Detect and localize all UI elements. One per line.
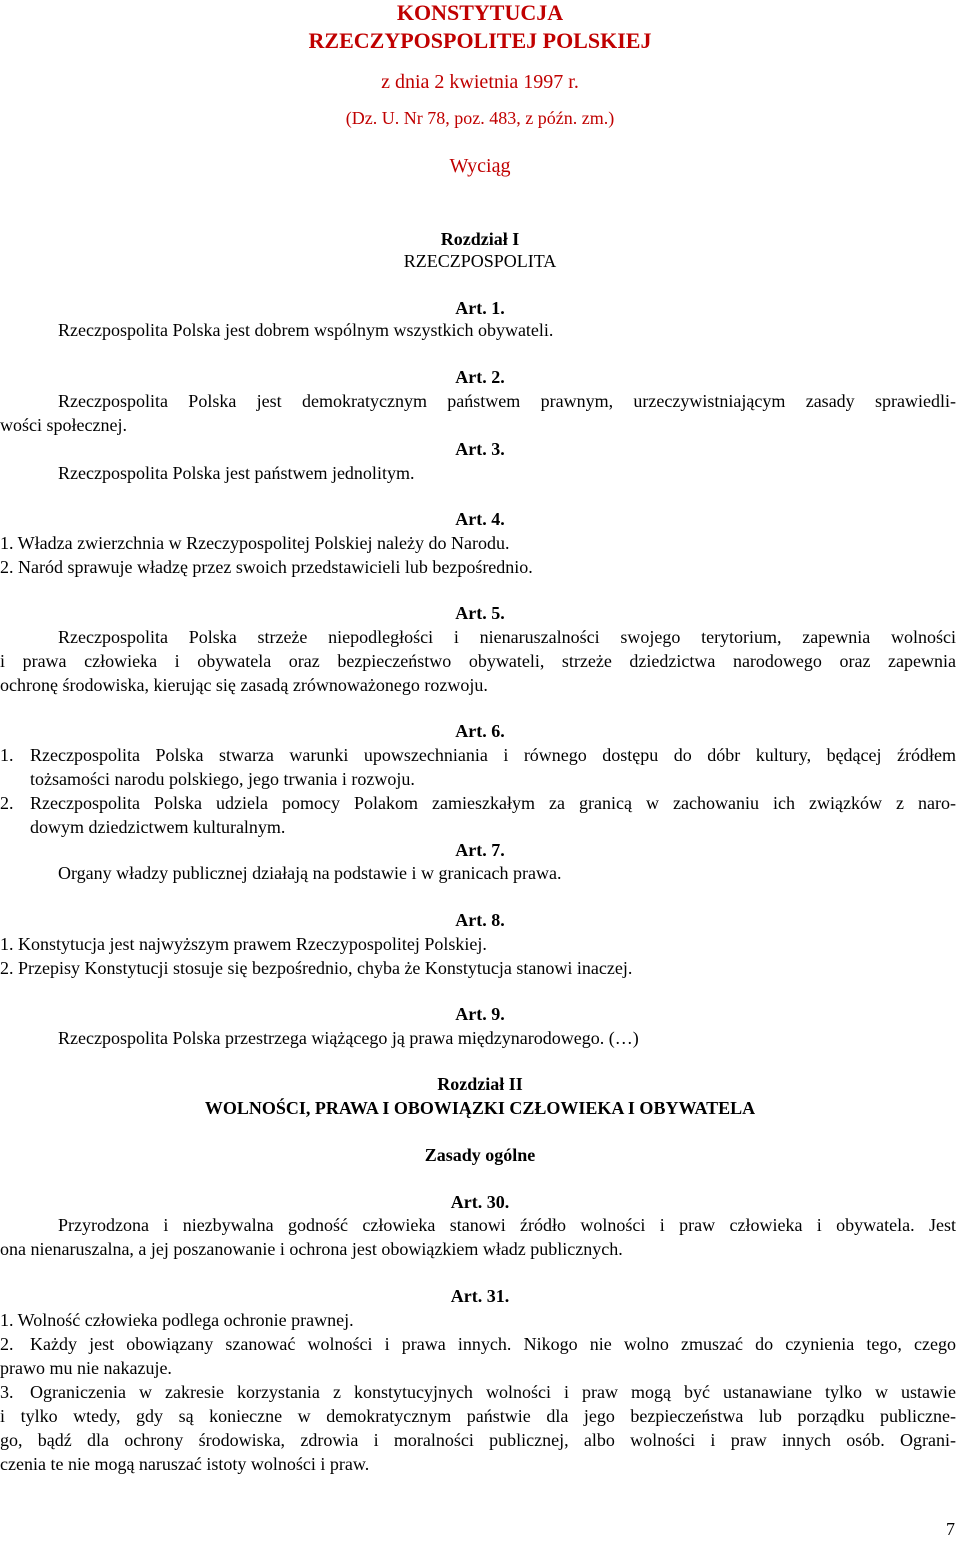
art-5-line-2: i prawa człowieka i obywatela oraz bezpieczeństwo obywateli, strzeże dziedzictwa narodowego oraz zapewnia xyxy=(0,651,956,671)
art-9-heading: Art. 9. xyxy=(455,1004,505,1024)
art-6-heading: Art. 6. xyxy=(455,721,505,741)
art-4-heading: Art. 4. xyxy=(455,509,505,529)
art-2-heading: Art. 2. xyxy=(455,367,505,387)
source-line: (Dz. U. Nr 78, poz. 483, z późn. zm.) xyxy=(345,108,615,128)
art-6-item-2-line-2: dowym dziedzictwem kulturalnym. xyxy=(30,817,286,837)
art-3-heading: Art. 3. xyxy=(455,439,505,459)
art-31-item-2-num: 2. xyxy=(0,1334,14,1354)
art-5-heading: Art. 5. xyxy=(455,603,505,623)
art-5-line-1: Rzeczpospolita Polska strzeże niepodległości i nienaruszalności swojego terytorium, zapewnia wolności xyxy=(58,627,956,647)
art-31-heading: Art. 31. xyxy=(450,1286,510,1306)
chapter-1-heading: Rozdział I xyxy=(440,229,520,249)
art-4-item-1: 1. Władza zwierzchnia w Rzeczypospolitej Polskiej należy do Narodu. xyxy=(0,533,510,553)
art-6-item-2-line-1: Rzeczpospolita Polska udziela pomocy Polakom zamieszkałym za granicą w zachowaniu ich związków z naro- xyxy=(30,793,956,813)
title-line-2: RZECZYPOSPOLITEJ POLSKIEJ xyxy=(308,28,652,53)
art-30-line-2: ona nienaruszalna, a jej poszanowanie i ochrona jest obowiązkiem władz publicznych. xyxy=(0,1239,623,1259)
art-31-item-3-num: 3. xyxy=(0,1382,14,1402)
art-31-item-3-line-4: czenia te nie mogą naruszać istoty wolności i praw. xyxy=(0,1454,370,1474)
art-5-line-3: ochronę środowiska, kierując się zasadą zrównoważonego rozwoju. xyxy=(0,675,488,695)
art-30-line-1: Przyrodzona i niezbywalna godność człowieka stanowi źródło wolności i praw człowieka i obywatela. Jest xyxy=(58,1215,956,1235)
art-31-item-3-line-2: i tylko wtedy, gdy są konieczne w demokratycznym państwie dla jego bezpieczeństwa lub porządku publiczne- xyxy=(0,1406,956,1426)
excerpt-label: Wyciąg xyxy=(449,155,511,177)
art-2-line-2: wości społecznej. xyxy=(0,415,127,435)
art-31-item-2-line-2: prawo mu nie nakazuje. xyxy=(0,1358,172,1378)
art-6-item-1-num: 1. xyxy=(0,745,14,765)
art-1-heading: Art. 1. xyxy=(455,298,505,318)
chapter-2-heading: Rozdział II xyxy=(437,1074,523,1094)
art-30-heading: Art. 30. xyxy=(450,1192,510,1212)
art-31-item-1: 1. Wolność człowieka podlega ochronie prawnej. xyxy=(0,1310,354,1330)
date-line: z dnia 2 kwietnia 1997 r. xyxy=(381,71,579,93)
art-7-text: Organy władzy publicznej działają na podstawie i w granicach prawa. xyxy=(58,863,562,883)
chapter-2-title: WOLNOŚCI, PRAWA I OBOWIĄZKI CZŁOWIEKA I OBYWATELA xyxy=(204,1098,756,1118)
art-9-text: Rzeczpospolita Polska przestrzega wiążącego ją prawa międzynarodowego. (…) xyxy=(58,1028,639,1048)
section-heading: Zasady ogólne xyxy=(424,1145,536,1165)
art-3-text: Rzeczpospolita Polska jest państwem jednolitym. xyxy=(58,463,415,483)
art-7-heading: Art. 7. xyxy=(455,840,505,860)
art-31-item-3-line-1: Ograniczenia w zakresie korzystania z konstytucyjnych wolności i praw mogą być ustanawiane tylko w ustawie xyxy=(30,1382,956,1402)
art-6-item-2-num: 2. xyxy=(0,793,14,813)
art-8-heading: Art. 8. xyxy=(455,910,505,930)
art-1-text: Rzeczpospolita Polska jest dobrem wspólnym wszystkich obywateli. xyxy=(58,320,554,340)
art-2-line-1: Rzeczpospolita Polska jest demokratycznym państwem prawnym, urzeczywistniającym zasady sprawiedli- xyxy=(58,391,956,411)
art-8-item-1: 1. Konstytucja jest najwyższym prawem Rzeczypospolitej Polskiej. xyxy=(0,934,487,954)
art-31-item-2-line-1: Każdy jest obowiązany szanować wolności i prawa innych. Nikogo nie wolno zmuszać do czynienia tego, czego xyxy=(30,1334,956,1354)
page-number: 7 xyxy=(946,1519,955,1539)
title-line-1: KONSTYTUCJA xyxy=(396,0,564,25)
art-8-item-2: 2. Przepisy Konstytucji stosuje się bezpośrednio, chyba że Konstytucja stanowi inaczej. xyxy=(0,958,633,978)
art-6-item-1-line-1: Rzeczpospolita Polska stwarza warunki upowszechniania i równego dostępu do dóbr kultury, będącej źródłem xyxy=(30,745,956,765)
art-4-item-2: 2. Naród sprawuje władzę przez swoich przedstawicieli lub bezpośrednio. xyxy=(0,557,533,577)
art-31-item-3-line-3: go, bądź dla ochrony środowiska, zdrowia i moralności publicznej, albo wolności i praw innych osób. Ograni- xyxy=(0,1430,956,1450)
art-6-item-1-line-2: tożsamości narodu polskiego, jego trwania i rozwoju. xyxy=(30,769,415,789)
chapter-1-title: RZECZPOSPOLITA xyxy=(403,251,557,271)
